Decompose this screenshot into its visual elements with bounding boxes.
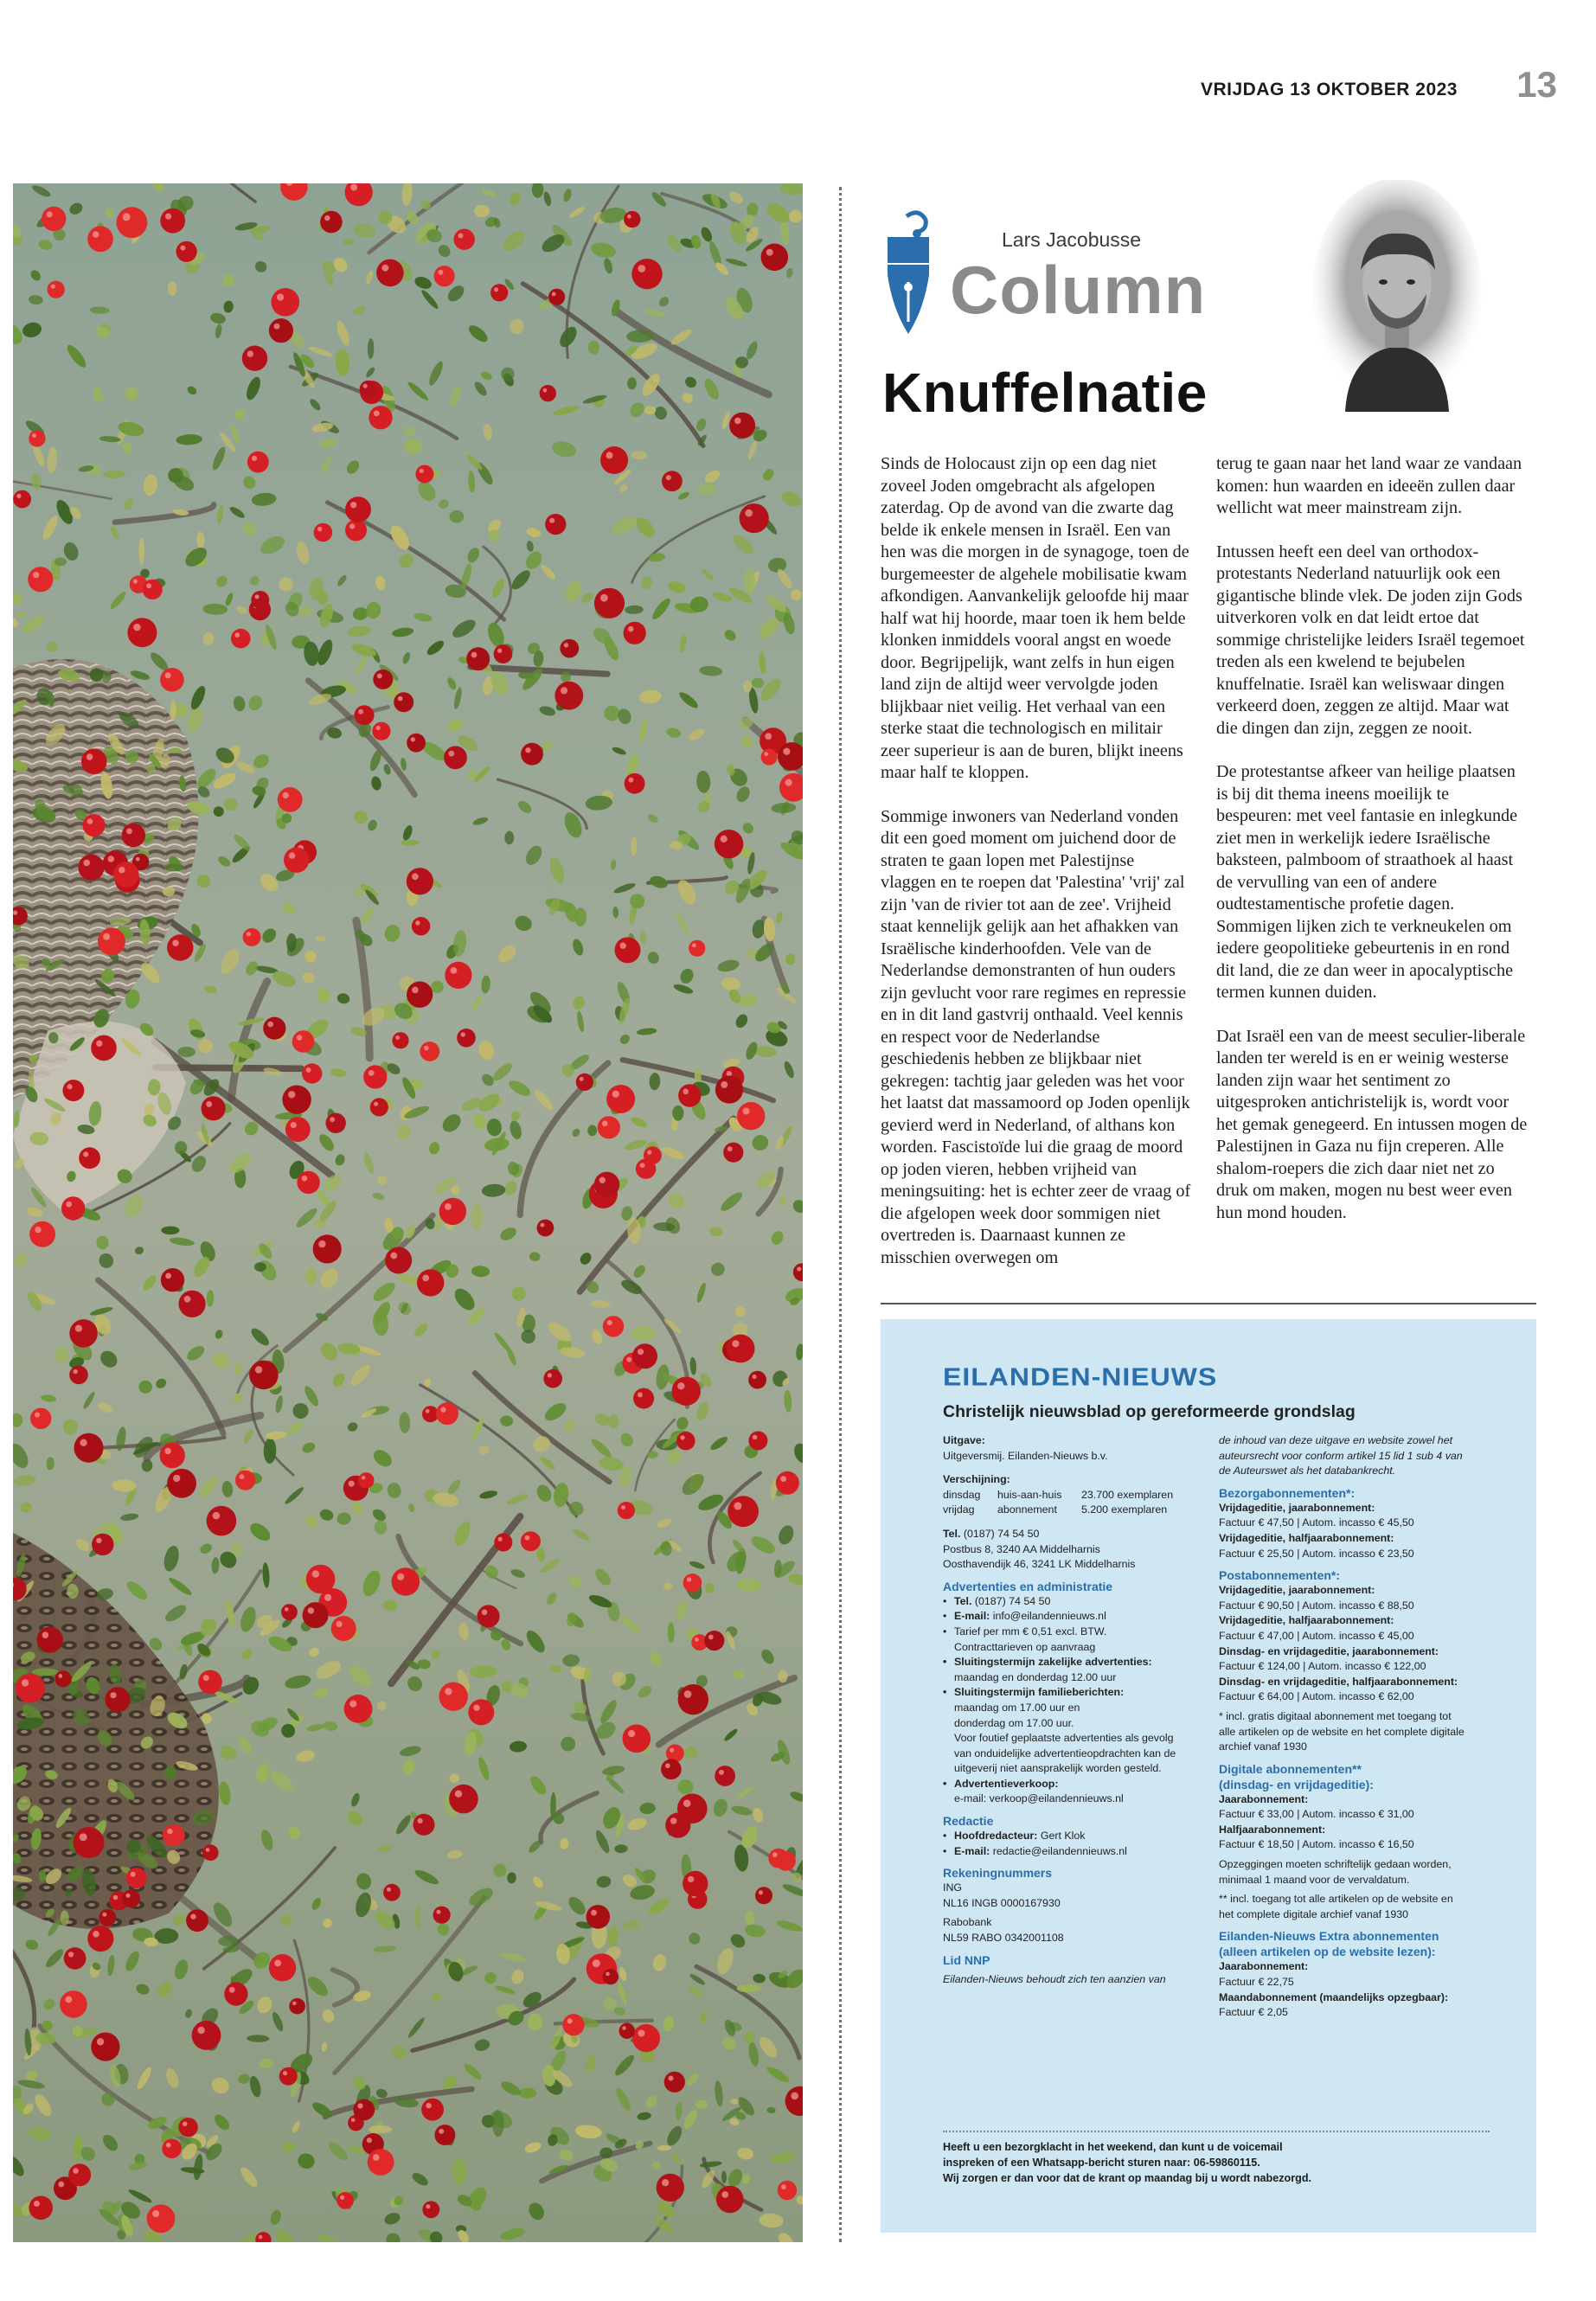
hawthorn-berries-photo (13, 183, 803, 2242)
tel-label: Tel. (943, 1527, 961, 1540)
bank-name: ING (943, 1881, 963, 1894)
footnote-line: * incl. gratis digitaal abonnement met toegang tot (1219, 1709, 1452, 1722)
issue-date: VRIJDAG 13 OKTOBER 2023 (1200, 80, 1458, 99)
sluit-familie-label (943, 1685, 1189, 1701)
footnote-line: archief vanaf 1930 (1219, 1740, 1307, 1753)
article-paragraph: Intussen heeft een deel van orthodox-protestants Nederland natuurlijk ook een gigantische blinde vlek. De joden zijn Gods uitverkoren volk en dat leidt ertoe dat sommige christelijke leiders Israël tegemoet treden als een kwelend te bejubelen knuffelnatie. Israël kan weliswaar dingen verkeerd doen, zeggen ze altijd. Maar wat die dingen dan zijn, zeggen ze nooit. (1216, 542, 1525, 738)
verschijning-day: vrijdag (943, 1503, 975, 1516)
footnote-line: alle artikelen op de website en het complete digitale (1219, 1725, 1465, 1738)
advertentieverkoop-label (943, 1777, 1189, 1792)
disclaimer-line: Voor foutief geplaatste advertenties als gevolg (954, 1732, 1174, 1745)
price-value: Factuur € 124,00 | Autom. incasso € 122,00 (1219, 1660, 1426, 1673)
article-column-left (881, 453, 1192, 1291)
notice-line: Heeft u een bezorgklacht in het weekend, dan kunt u de voicemail (943, 2141, 1283, 2153)
rights-line: de Auteurswet als het databankrecht. (1219, 1465, 1396, 1477)
address: Oosthavendijk 46, 3241 LK Middelharnis (943, 1558, 1136, 1571)
price-value: Factuur € 25,50 | Autom. incasso € 23,50 (1219, 1547, 1414, 1560)
adv-telephone (943, 1594, 1189, 1610)
redactie-email-label: E-mail: (954, 1844, 990, 1857)
eilanden-nieuws-logo: EILANDEN-NIEUWS (943, 1362, 1218, 1391)
author-portrait (1311, 180, 1484, 412)
adv-tarief-text: Tarief per mm € 0,51 excl. BTW. (954, 1625, 1107, 1638)
colophon-box (881, 1319, 1536, 2233)
colophon-left-column (943, 1433, 1189, 1987)
page-number: 13 (1516, 64, 1557, 105)
price-label: Halfjaarabonnement: (1219, 1823, 1326, 1836)
colophon-dotted-rule (943, 2131, 1490, 2132)
redactie-email (943, 1844, 1189, 1860)
adv-email-label: E-mail: (954, 1610, 990, 1623)
post-heading: Postabonnementen*: (1219, 1568, 1341, 1583)
digitaal-heading-sub: (dinsdag- en vrijdageditie): (1219, 1777, 1374, 1791)
rights-line: auteursrecht voor conform artikel 15 lid 1 sub 4 van (1219, 1449, 1463, 1462)
column-label: Column (950, 252, 1207, 328)
rights-line: de inhoud van deze uitgave en website zowel het (1219, 1434, 1453, 1446)
verschijning-type: abonnement (997, 1503, 1057, 1516)
column-divider (839, 187, 842, 2242)
rekening-heading: Rekeningnummers (943, 1866, 1053, 1881)
uitgave-label: Uitgave: (943, 1434, 985, 1446)
extra-heading: Eilanden-Nieuws Extra abonnementen (1219, 1929, 1439, 1944)
article-paragraph: terug te gaan naar het land waar ze vandaan komen: hun waarden en ideeën zullen daar wellicht wat meer mainstream zijn. (1216, 454, 1522, 517)
bank-iban: NL59 RABO 0342001108 (943, 1932, 1064, 1945)
price-label: Dinsdag- en vrijdageditie, halfjaarabonnement: (1219, 1675, 1458, 1688)
extra-heading-sub: (alleen artikelen op de website lezen): (1219, 1945, 1436, 1959)
disclaimer-line: uitgeverij niet aansprakelijk worden gesteld. (954, 1762, 1162, 1775)
price-label: Vrijdageditie, jaarabonnement: (1219, 1584, 1375, 1597)
footnote-line: ** incl. toegang tot alle artikelen op de website en (1219, 1893, 1453, 1906)
column-headline: Knuffelnatie (882, 362, 1208, 424)
price-value: Factuur € 47,00 | Autom. incasso € 45,00 (1219, 1629, 1414, 1642)
masthead-subtitle: Christelijk nieuwsblad op gereformeerde grondslag (943, 1402, 1356, 1421)
price-label: Vrijdageditie, jaarabonnement: (1219, 1501, 1375, 1514)
price-value: Factuur € 18,50 | Autom. incasso € 16,50 (1219, 1838, 1414, 1851)
price-value: Factuur € 33,00 | Autom. incasso € 31,00 (1219, 1808, 1414, 1821)
article-paragraph: Sommige inwoners van Nederland vonden dit een goed moment om juichend door de straten te gaan lopen met Palestijnse vlaggen en te roepen dat 'Palestina' 'vrij' zal zijn 'van de rivier tot aan de zee'. Vrijheid staat kennelijk gelijk aan het afhakken van Israëlische kinderhoofden. Vele van de Nederlandse demonstranten of hun ouders zijn gevlucht voor rare regimes en repressie en in dit land gastvrij onthaald. Veel kennis en respect voor de Nederlandse geschiedenis hebben ze blijkbaar niet gekregen: tachtig jaar geleden was het voor het laatst dat massamoord op Joden openlijk gevierd werd in Nederland, of althans kon worden. Fascistoïde lui die graag de moord op joden vieren, hebben vrijheid van meningsuiting: het is echter zeer de vraag of die afgelopen week door sommigen niet overtreden is. Daarnaast kunnen ze misschien overwegen om (881, 806, 1191, 1267)
adv-tarief (943, 1625, 1189, 1640)
redactie-email-value[interactable]: redactie@eilandennieuws.nl (992, 1844, 1127, 1857)
verschijning-day: dinsdag (943, 1488, 981, 1501)
adv-tel-value: (0187) 74 54 50 (974, 1594, 1051, 1607)
footnote-line: het complete digitale archief vanaf 1930 (1219, 1907, 1409, 1920)
price-label: Dinsdag- en vrijdageditie, jaarabonnement: (1219, 1644, 1439, 1657)
bezorgklacht-notice (943, 2139, 1497, 2186)
notice-line: Wij zorgen er dan voor dat de krant op maandag bij u wordt nabezorgd. (943, 2172, 1312, 2184)
price-label: Jaarabonnement: (1219, 1792, 1309, 1805)
verschijning-count: 5.200 exemplaren (1081, 1503, 1168, 1516)
hoofdredacteur-label: Hoofdredacteur: (954, 1830, 1038, 1843)
price-label: Vrijdageditie, halfjaarabonnement: (1219, 1531, 1394, 1544)
verschijning-count: 23.700 exemplaren (1081, 1488, 1174, 1501)
article-paragraph: Dat Israël een van de meest seculier-liberale landen ter wereld is en er weinig westerse landen zijn waar het sentiment zo uitgesproken antichristelijk is, wordt voor het gemak genegeerd. En intussen mogen de Palestijnen in Gaza nu fijn creperen. Alle shalom-roepers die zich daar niet net zo druk om maken, mogen nu best weer even hun mond houden. (1216, 1026, 1528, 1222)
advertenties-heading: Advertenties en administratie (943, 1579, 1113, 1593)
price-value: Factuur € 2,05 (1219, 2006, 1288, 2019)
fountain-pen-icon (881, 208, 936, 337)
sluit-zakelijk-value: maandag en donderdag 12.00 uur (954, 1670, 1117, 1683)
adv-contract: Contracttarieven op aanvraag (954, 1640, 1096, 1653)
advertentieverkoop-email[interactable]: e-mail: verkoop@eilandennieuws.nl (954, 1792, 1124, 1805)
rights-line: Eilanden-Nieuws behoudt zich ten aanzien van (943, 1972, 1166, 1985)
verschijning-table (943, 1488, 1189, 1518)
price-value: Factuur € 90,50 | Autom. incasso € 88,50 (1219, 1599, 1414, 1612)
sluit-familie-label-text: Sluitingstermijn familieberichten: (954, 1686, 1125, 1699)
verschijning-type: huis-aan-huis (997, 1488, 1062, 1501)
disclaimer-line: van onduidelijke advertentieopdrachten kan de (954, 1747, 1176, 1759)
telephone (943, 1527, 1189, 1542)
opzeg-line: minimaal 1 maand voor de vervaldatum. (1219, 1873, 1410, 1886)
adv-tel-label: Tel. (954, 1594, 972, 1607)
price-value: Factuur € 64,00 | Autom. incasso € 62,00 (1219, 1690, 1414, 1703)
sluit-zakelijk-label-text: Sluitingstermijn zakelijke advertenties: (954, 1656, 1152, 1669)
sluit-zakelijk-label (943, 1655, 1189, 1670)
postbus: Postbus 8, 3240 AA Middelharnis (943, 1542, 1100, 1555)
sluit-familie-value: maandag om 17.00 uur en (954, 1701, 1080, 1714)
advertentieverkoop-label-text: Advertentieverkoop: (954, 1777, 1059, 1790)
price-value: Factuur € 22,75 (1219, 1976, 1294, 1989)
opzeg-line: Opzeggingen moeten schriftelijk gedaan worden, (1219, 1858, 1452, 1871)
price-value: Factuur € 47,50 | Autom. incasso € 45,50 (1219, 1516, 1414, 1529)
colophon-right-column (1219, 1433, 1478, 2021)
bezorg-heading: Bezorgabonnementen*: (1219, 1485, 1356, 1500)
hoofdredacteur (943, 1829, 1189, 1844)
article-column-right (1216, 453, 1528, 1246)
lid-nnp-heading: Lid NNP (943, 1952, 990, 1967)
adv-email-value[interactable]: info@eilandennieuws.nl (992, 1610, 1106, 1623)
hoofdredacteur-value: Gert Klok (1040, 1830, 1086, 1843)
notice-line: inspreken of een Whatsapp-bericht sturen naar: 06-59860115. (943, 2157, 1260, 2169)
bank-iban: NL16 INGB 0000167930 (943, 1896, 1061, 1909)
digitaal-heading: Digitale abonnementen** (1219, 1761, 1362, 1776)
article-paragraph: De protestantse afkeer van heilige plaatsen is bij dit thema ineens moeilijk te bespeuren: met veel fantasie en inlegkunde ziet men in werkelijk iedere Israëlische baksteen, palmboom of straathoek al haast de vervulling van een of andere oudtestamentische profetie dagen. Sommigen lijken zich te verkneukelen om iedere geopolitieke gebeurtenis in en rond dit land, die ze dan weer in apocalyptische termen kunnen duiden. (1216, 762, 1518, 1002)
sluit-familie-value: donderdag om 17.00 uur. (954, 1716, 1074, 1729)
adv-email (943, 1609, 1189, 1625)
uitgave-value: Uitgeversmij. Eilanden-Nieuws b.v. (943, 1449, 1108, 1462)
price-label: Vrijdageditie, halfjaarabonnement: (1219, 1614, 1394, 1627)
tel-value: (0187) 74 54 50 (963, 1527, 1040, 1540)
bank-name: Rabobank (943, 1916, 992, 1929)
price-label: Jaarabonnement: (1219, 1960, 1309, 1973)
article-end-rule (881, 1303, 1536, 1304)
redactie-heading: Redactie (943, 1814, 994, 1829)
column-author: Lars Jacobusse (1002, 228, 1142, 251)
verschijning-label: Verschijning: (943, 1473, 1010, 1486)
price-label: Maandabonnement (maandelijks opzegbaar): (1219, 1990, 1449, 2003)
article-paragraph: Sinds de Holocaust zijn op een dag niet zoveel Joden omgebracht als afgelopen zaterdag. Op de avond van die zwarte dag belde ik enkele mensen in Israël. Een van hen was die morgen in de synagoge, toen de burgemeester de algehele mobilisatie kwam afkondigen. Aanvankelijk geloofde hij maar half wat hij hoorde, maar toen ik hem belde klonken inmiddels vooral angst en woede door. Begrijpelijk, want zelfs in hun eigen land zijn de altijd weer vervolgde joden blijkbaar niet veilig. Het verhaal van een sterke staat die technologisch en militair zeer superieur is aan de buren, blijkt ineens maar half te kloppen. (881, 454, 1189, 782)
